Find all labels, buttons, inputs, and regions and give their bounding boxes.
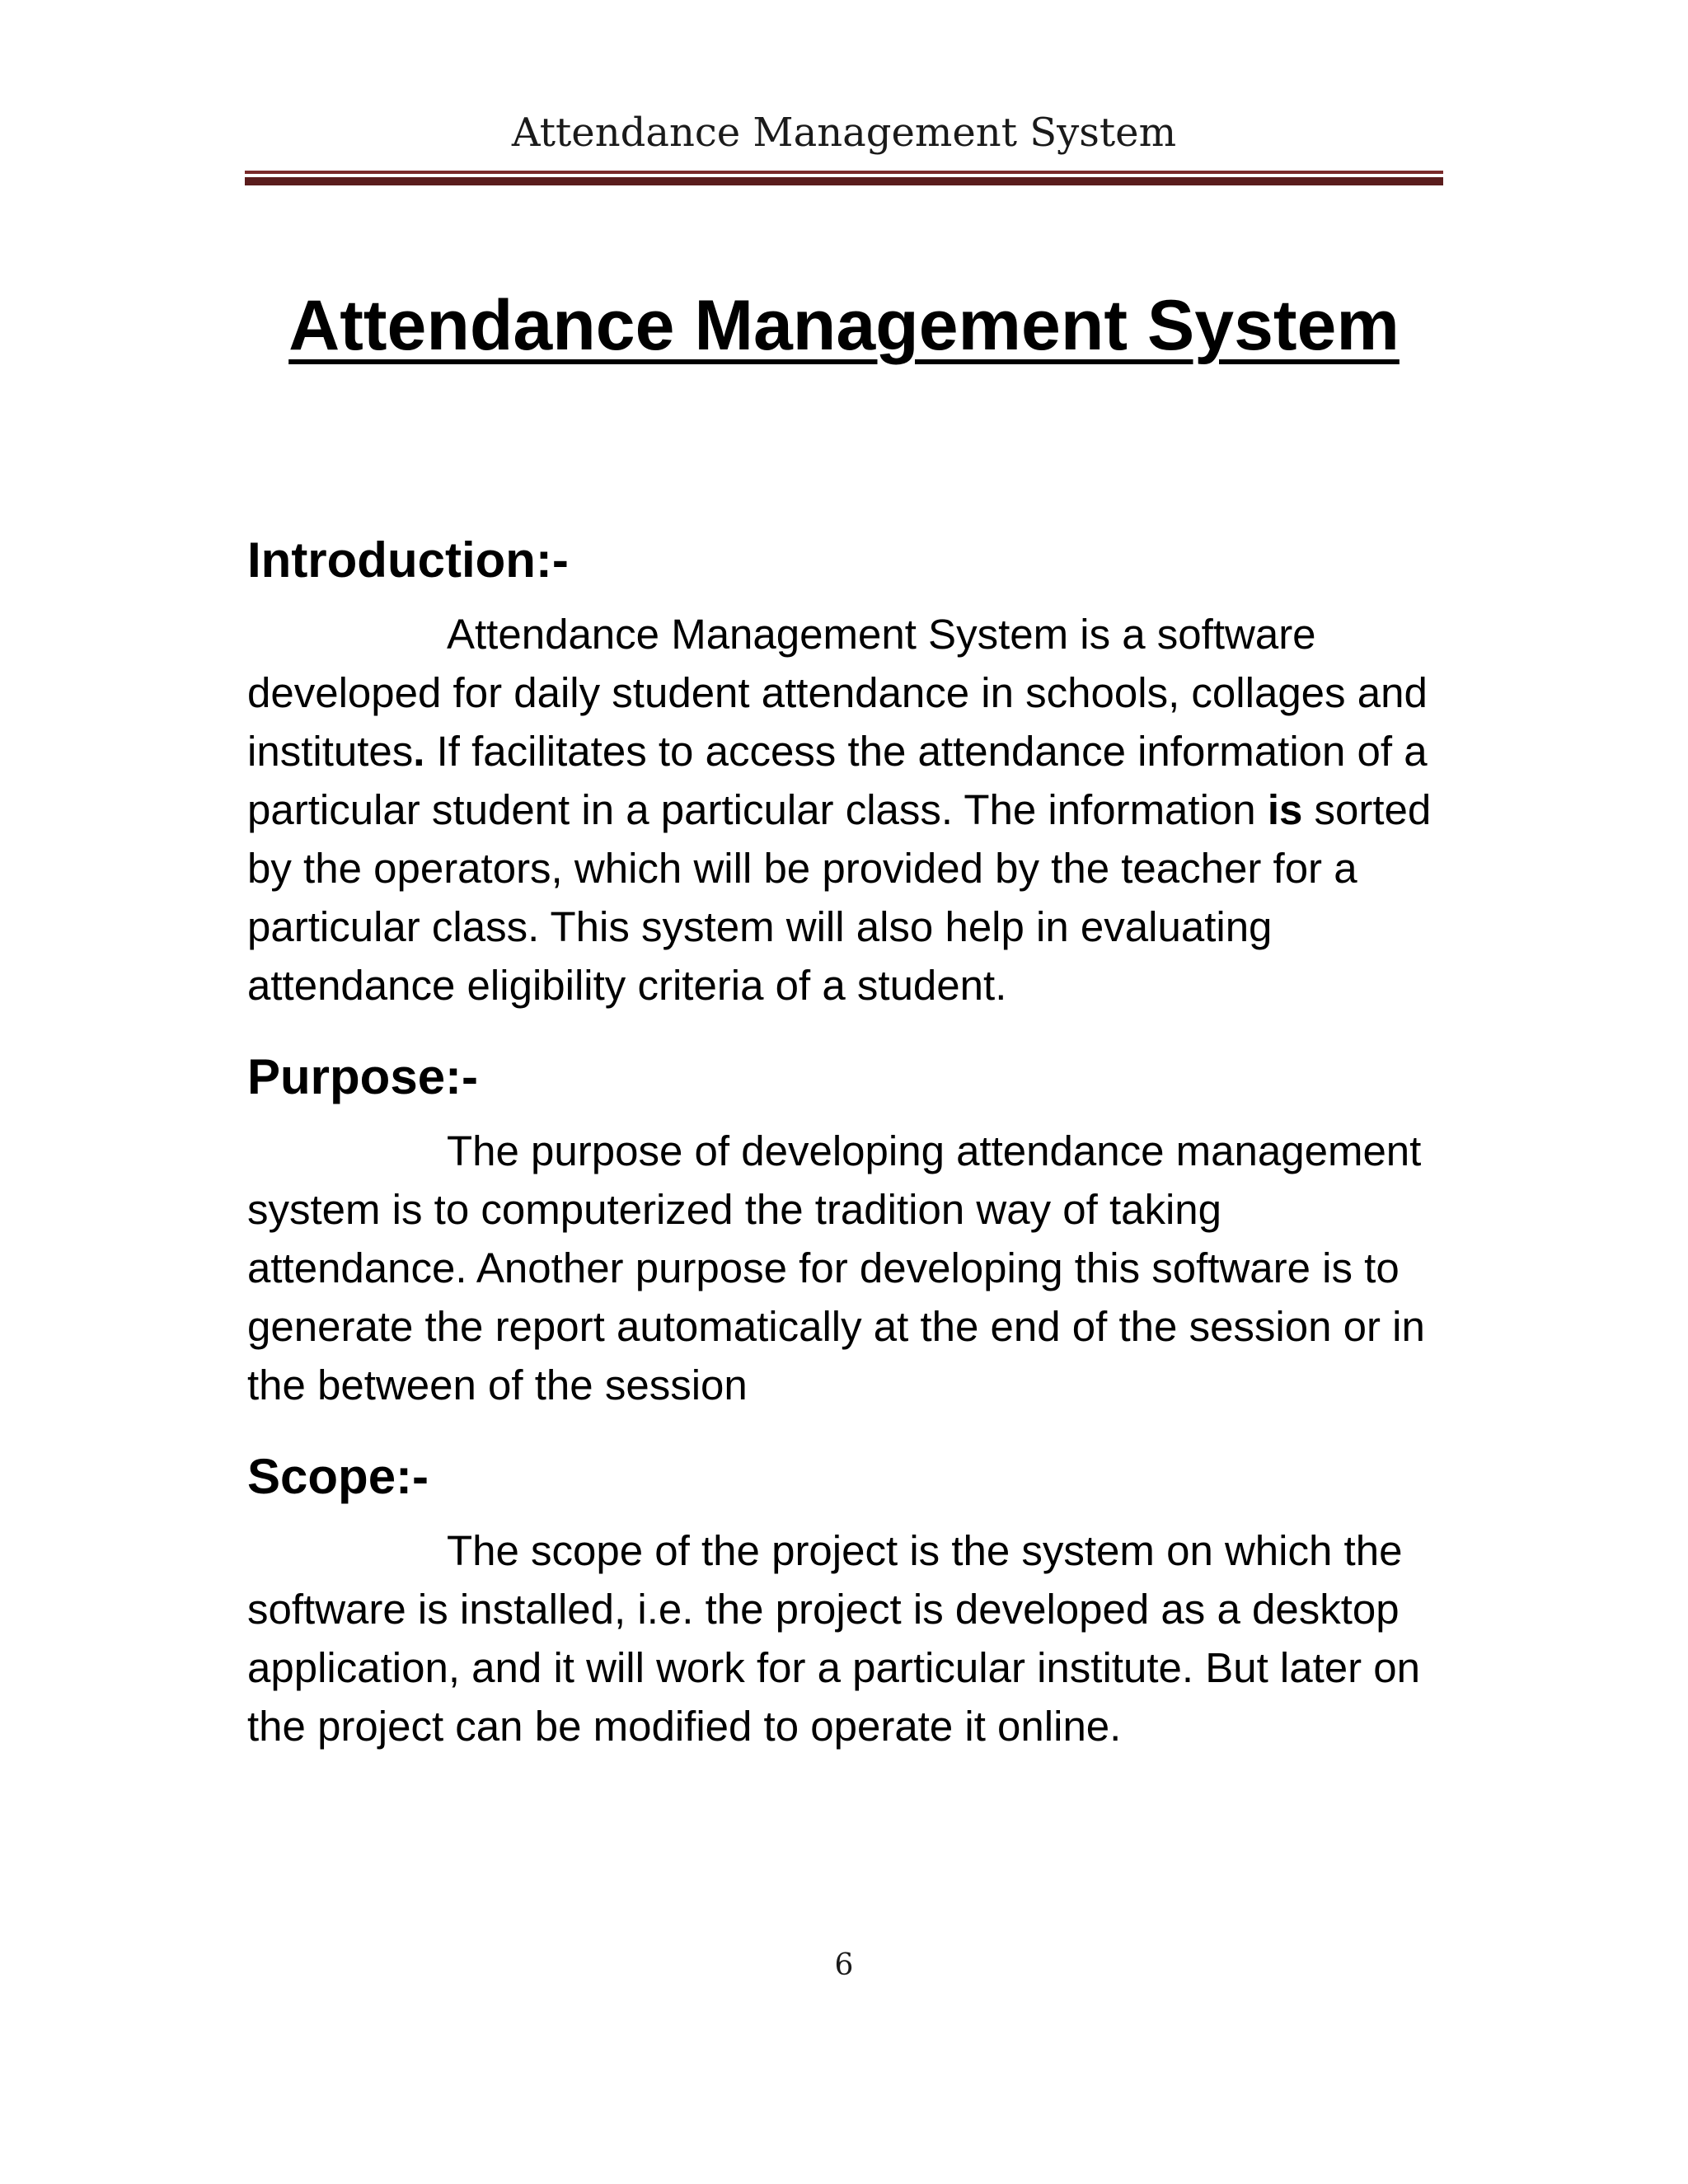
running-header: Attendance Management System — [511, 110, 1177, 156]
header-rule-thick-line — [245, 177, 1443, 185]
section-body-introduction — [247, 605, 1444, 1015]
section-introduction — [247, 527, 1444, 1015]
intro-text-bold-period: . — [413, 728, 425, 775]
section-purpose — [247, 1044, 1444, 1414]
section-body-scope: The scope of the project is the system on which the software is installed, i.e. the project is developed as a desktop application, and it will work for a particular institute. But later on the project can be modified to operate it online. — [247, 1527, 1421, 1750]
section-heading-purpose: Purpose:- — [247, 1049, 479, 1104]
intro-text-part2: If facilitates to access the attendance information of a particular student in a particular class. The information — [247, 728, 1428, 833]
section-scope — [247, 1444, 1444, 1755]
section-heading-scope: Scope:- — [247, 1449, 429, 1504]
document-content — [247, 527, 1444, 1785]
document-title-text: Attendance Management System — [288, 286, 1400, 365]
section-heading-introduction: Introduction:- — [247, 532, 569, 588]
header-rule-thin-line — [245, 171, 1443, 174]
intro-text-part3: sorted by the operators, which will be provided by the teacher for a particular class. This system will also help in evaluating attendance eligibility criteria of a student. — [247, 786, 1432, 1009]
header-rule — [245, 171, 1443, 185]
section-body-purpose: The purpose of developing attendance management system is to computerized the tradition way of taking attendance. Another purpose for developing this software is to generate the report automatically at the end of the session or in the between of the session — [247, 1127, 1425, 1408]
page-number: 6 — [834, 1948, 854, 1982]
intro-text-part1: Attendance Management System is a software developed for daily student attendance in schools, collages and institutes — [247, 611, 1428, 775]
document-title — [0, 280, 1688, 371]
intro-text-bold-is: is — [1267, 786, 1303, 833]
